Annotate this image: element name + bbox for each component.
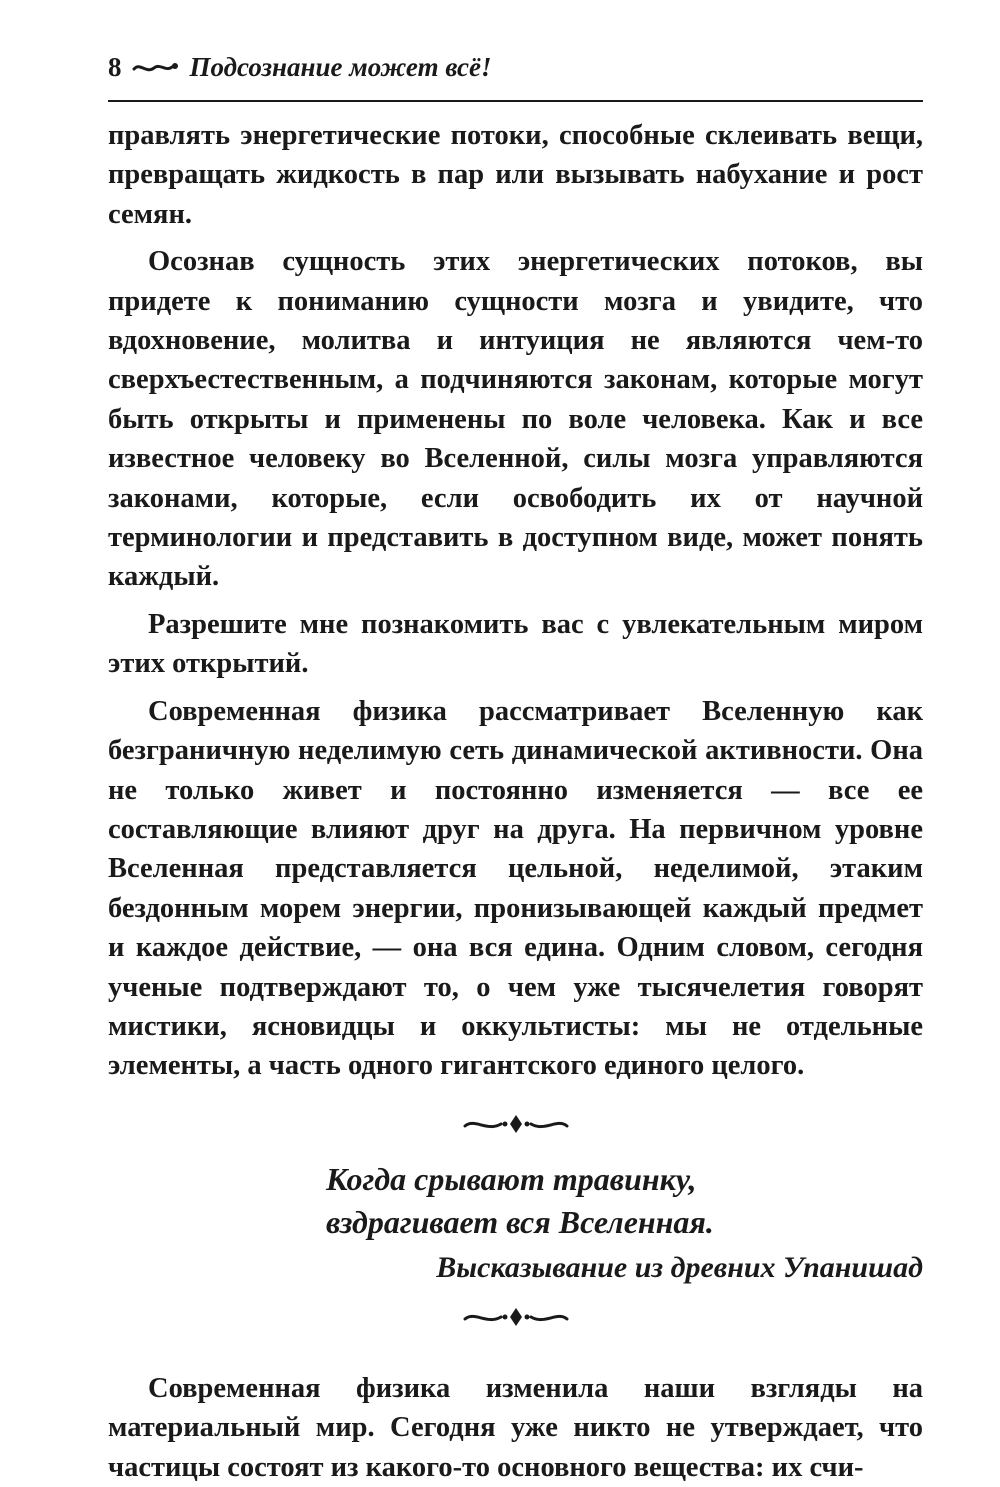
body-text-continued — [108, 1369, 923, 1487]
epigraph-attribution: Высказывание из древних Упанишад — [436, 1250, 923, 1284]
flourish-divider-icon — [461, 1305, 571, 1329]
paragraph: Современная физика рассматривает Вселенную как безграничную неделимую сеть динамической активности. Она не только живет и постоянно изменяется — все ее составляющие влияют друг на друга. На первичном уровне Вселенная представляется цельной, неделимой, этаким бездонным морем энергии, пронизывающей каждый предмет и каждое действие, — она вся едина. Одним словом, сегодня ученые подтверждают то, о чем уже тысячелетия говорят мистики, ясновидцы и оккультисты: мы не отдельные элементы, а часть одного гигантского единого целого. — [108, 695, 923, 1082]
page-number: 8 — [108, 52, 122, 82]
header-ornament-icon — [132, 60, 180, 76]
book-title: Подсознание может всё! — [189, 52, 492, 82]
flourish-divider-icon — [461, 1112, 571, 1136]
paragraph: Осознав сущность этих энергетических потоков, вы придете к пониманию сущности мозга и увидите, что вдохновение, молитва и интуиция не являются чем-то сверхъестественным, а подчиняются законам, которые могут быть открыты и применены по воле человека. Как и все известное человеку во Вселенной, силы мозга управляются законами, которые, если освободить их от научной терминологии и представить в доступном виде, может понять каждый. — [108, 246, 923, 593]
body-text — [108, 116, 923, 1086]
epigraph-line-2: вздрагивает вся Вселенная. — [326, 1203, 714, 1240]
running-header — [108, 52, 923, 102]
book-page — [108, 52, 923, 1487]
epigraph-block — [108, 1112, 923, 1329]
paragraph-continued: правлять энергетические потоки, способные склеивать вещи, превращать жидкость в пар или вызывать набухание и рост семян. — [108, 120, 923, 230]
paragraph: Современная физика изменила наши взгляды на материальный мир. Сегодня уже никто не утверждает, что частицы состоят из какого-то основного вещества: их счи- — [108, 1372, 923, 1483]
epigraph-line-1: Когда срывают травинку, — [326, 1160, 697, 1197]
epigraph-quote — [108, 1158, 923, 1289]
paragraph: Разрешите мне познакомить вас с увлекательным миром этих открытий. — [108, 608, 923, 680]
